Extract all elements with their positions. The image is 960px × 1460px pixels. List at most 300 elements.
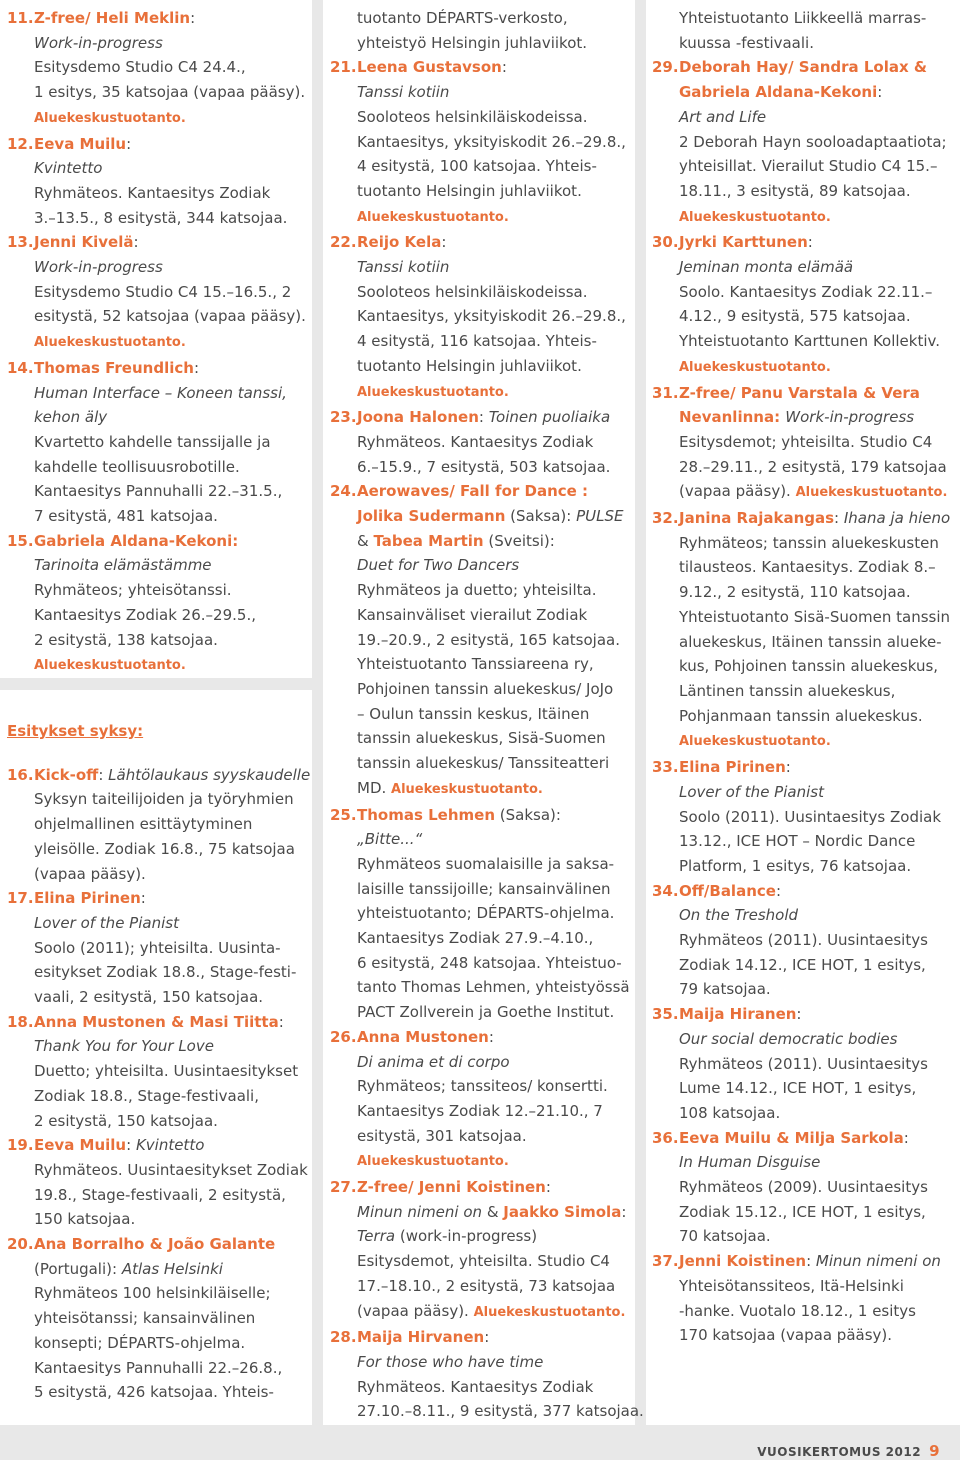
event-entry (652, 1126, 957, 1250)
text-line (34, 181, 312, 206)
text-line (34, 405, 312, 430)
detail-text: : (785, 758, 791, 777)
detail-text: Zodiak 15.12., ICE HOT, 1 esitys, (679, 1202, 926, 1221)
text-line (679, 80, 957, 105)
production-badge: Aluekeskustuotanto. (34, 110, 186, 126)
text-line (679, 879, 957, 904)
text-line (357, 852, 635, 877)
performer-name: Maija Hiranen (679, 1005, 797, 1024)
detail-text: 4 esitystä, 116 katsojaa. Yhteis- (357, 332, 597, 351)
event-entry (7, 1232, 312, 1405)
work-title: Lover of the Pianist (34, 913, 179, 932)
performer-name: Thomas Freundlich (34, 358, 194, 377)
text-line (34, 763, 312, 788)
event-entry (652, 506, 957, 755)
text-line (679, 1249, 957, 1274)
text-line (357, 1200, 635, 1225)
text-line (34, 862, 312, 887)
text-line (357, 55, 635, 80)
detail-text: : (834, 509, 844, 528)
detail-text: Platform, 1 esitys, 76 katsojaa. (679, 856, 912, 875)
text-line (357, 105, 635, 130)
text-line (679, 1027, 957, 1052)
entry-number: 36. (652, 1128, 679, 1147)
text-line (679, 679, 957, 704)
detail-text: Ryhmäteos; yhteisötanssi. (34, 581, 232, 600)
text-line (679, 654, 957, 679)
performer-name: Thomas Lehmen (357, 805, 496, 824)
text-line (357, 379, 635, 406)
work-title: For those who have time (357, 1352, 544, 1371)
performer-name: Eeva Muilu (34, 1136, 127, 1155)
performer-name: Gabriela Aldana-Kekoni (679, 83, 878, 102)
text-line (679, 479, 957, 506)
column-3 (652, 6, 957, 1348)
entry-number: 22. (330, 233, 357, 252)
entry-number: 19. (7, 1136, 34, 1155)
detail-text: Kantaesitys Zodiak 27.9.–4.10., (357, 929, 594, 948)
text-line (34, 479, 312, 504)
text-line (34, 1010, 312, 1035)
event-entry (7, 529, 312, 679)
text-line (679, 204, 957, 231)
text-line (679, 1076, 957, 1101)
detail-text: Sooloteos helsinkiläiskodeissa. (357, 107, 588, 126)
event-entry (330, 1025, 635, 1175)
page-number: 9 (929, 1442, 940, 1460)
detail-text: tuotanto Helsingin juhlaviikot. (357, 181, 582, 200)
event-entry (330, 1325, 644, 1424)
text-line (357, 154, 635, 179)
text-line (357, 204, 635, 231)
entry-number: 24. (330, 482, 357, 501)
text-line (357, 1124, 635, 1149)
text-line (357, 329, 635, 354)
entry-number: 30. (652, 233, 679, 252)
detail-text: (vapaa pääsy). (34, 864, 146, 883)
text-line (357, 1249, 635, 1274)
detail-text: 70 katsojaa. (679, 1227, 771, 1246)
text-line (357, 255, 635, 280)
text-line (357, 1375, 635, 1400)
text-line (679, 105, 957, 130)
text-line (679, 329, 957, 354)
text-line (679, 854, 957, 879)
detail-text: Sooloteos helsinkiläiskodeissa. (357, 282, 588, 301)
detail-text: : (806, 1252, 816, 1271)
text-line (357, 726, 635, 751)
event-entry (7, 6, 312, 132)
text-line (34, 529, 312, 554)
performer-name: Jenni Koistinen (679, 1252, 807, 1271)
entry-continuation (330, 6, 635, 55)
text-line (679, 605, 957, 630)
detail-text: Ryhmäteos ja duetto; yhteisilta. (357, 581, 597, 600)
detail-text: : (501, 58, 507, 77)
performer-name: Jenni Kivelä (34, 233, 134, 252)
event-entry (330, 55, 635, 230)
work-title: kehon äly (34, 408, 108, 427)
entry-number: 34. (652, 881, 679, 900)
performer-name: Reijo Kela (357, 233, 442, 252)
detail-text: (Saksa): (495, 805, 561, 824)
text-line (679, 1200, 957, 1225)
detail-text: : (126, 1136, 136, 1155)
performer-name: Jaakko Simola (503, 1202, 622, 1221)
detail-text: tuotanto DÉPARTS-verkosto, (357, 9, 568, 27)
production-badge: Aluekeskustuotanto. (357, 209, 509, 225)
text-line (357, 6, 635, 31)
detail-text: Soolo (2011). Uusintaesitys Zodiak (679, 807, 942, 826)
text-line (357, 827, 635, 852)
text-line (34, 1356, 312, 1381)
detail-text: Ryhmäteos suomalaisille ja saksa- (357, 854, 615, 873)
text-line (34, 206, 312, 231)
text-line (679, 154, 957, 179)
detail-text: Kansainväliset vierailut Zodiak (357, 605, 588, 624)
event-entry (652, 55, 957, 230)
text-line (357, 603, 635, 628)
text-line (357, 553, 635, 578)
text-line (679, 405, 957, 430)
detail-text: Lume 14.12., ICE HOT, 1 esitys, (679, 1079, 917, 1098)
detail-text: & (482, 1202, 504, 1221)
performer-name: Maija Hirvanen (357, 1328, 485, 1347)
detail-text: : (621, 1202, 627, 1221)
detail-text: 27.10.–8.11., 9 esitystä, 377 katsojaa. (357, 1402, 644, 1421)
detail-text: Duetto; yhteisilta. Uusintaesitykset (34, 1062, 299, 1081)
text-line (679, 755, 957, 780)
entry-number: 35. (652, 1005, 679, 1024)
detail-text: tanto Thomas Lehmen, yhteistyössä (357, 978, 630, 997)
text-line (679, 230, 957, 255)
detail-text: : (807, 233, 813, 252)
text-line (679, 928, 957, 953)
detail-text: (Saksa): (505, 507, 577, 526)
entry-number: 25. (330, 805, 357, 824)
text-line (34, 381, 312, 406)
detail-text: kus, Pohjoinen tanssin aluekeskus, (679, 657, 939, 676)
text-line (357, 31, 635, 56)
detail-text: yleisölle. Zodiak 16.8., 75 katsojaa (34, 839, 295, 858)
text-line (34, 628, 312, 653)
performer-name: Z-free/ Jenni Koistinen (357, 1178, 546, 1197)
text-line (357, 1099, 635, 1124)
work-title: Art and Life (679, 107, 767, 126)
event-entry (652, 230, 957, 380)
text-line (34, 329, 312, 356)
text-line (679, 1274, 957, 1299)
production-badge: Aluekeskustuotanto. (34, 658, 186, 674)
work-title: Terra (357, 1227, 396, 1246)
work-title: On the Treshold (679, 906, 799, 925)
entry-number: 31. (652, 383, 679, 402)
text-line (357, 1224, 635, 1249)
text-line (357, 578, 635, 603)
work-title: Work-in-progress (34, 33, 163, 52)
detail-text: Läntinen tanssin aluekeskus, (679, 681, 896, 700)
text-line (34, 6, 312, 31)
detail-text: Zodiak 18.8., Stage-festivaali, (34, 1086, 259, 1105)
detail-text: 2 esitystä, 150 katsojaa. (34, 1111, 218, 1130)
detail-text: 2 esitystä, 138 katsojaa. (34, 630, 218, 649)
work-title: Jeminan monta elämää (679, 258, 854, 277)
detail-text: (Portugali): (34, 1259, 122, 1278)
detail-text: Ryhmäteos (2009). Uusintaesitys (679, 1178, 928, 1197)
event-entry (7, 1010, 312, 1134)
text-line (357, 1025, 635, 1050)
entry-number: 26. (330, 1027, 357, 1046)
detail-text: Kantaesitys Zodiak 26.–29.5., (34, 605, 256, 624)
detail-text: yhteistyö Helsingin juhlaviikot. (357, 33, 588, 52)
text-line (357, 179, 635, 204)
event-entry (330, 230, 635, 405)
text-line (357, 776, 635, 803)
text-line (679, 1150, 957, 1175)
detail-text: Esitysdemo Studio C4 24.4., (34, 58, 246, 77)
text-line (357, 803, 635, 828)
detail-text: (vapaa pääsy). (357, 1301, 474, 1320)
detail-text: konsepti; DÉPARTS-ohjelma. (34, 1333, 246, 1352)
text-line (34, 936, 312, 961)
text-line (34, 105, 312, 132)
work-title: Our social democratic bodies (679, 1029, 898, 1048)
detail-text: 17.–18.10., 2 esitystä, 73 katsojaa (357, 1276, 616, 1295)
text-line (679, 953, 957, 978)
detail-text: Ryhmäteos. Uusintaesitykset Zodiak (34, 1160, 308, 1179)
performer-name: Janina Rajakangas (679, 509, 835, 528)
text-line (357, 479, 635, 504)
text-line (357, 130, 635, 155)
performer-name: Nevanlinna: (679, 408, 786, 427)
text-line (357, 1299, 635, 1326)
text-line (679, 255, 957, 280)
text-line (679, 1224, 957, 1249)
text-line (679, 280, 957, 305)
entry-number: 18. (7, 1012, 34, 1031)
text-line (357, 1399, 644, 1424)
text-line (34, 1133, 312, 1158)
performer-name: Jolika Sudermann (357, 507, 506, 526)
detail-text: : (140, 889, 146, 908)
entry-number: 17. (7, 889, 34, 908)
text-line (34, 1331, 312, 1356)
detail-text: Yhteistuotanto Liikkeellä marras- (679, 9, 927, 27)
event-entry (652, 381, 957, 507)
detail-text: & (357, 531, 374, 550)
work-title: Ihana ja hieno (843, 509, 951, 528)
performer-name: Elina Pirinen (679, 758, 786, 777)
performer-name: Eeva Muilu & Milja Sarkola (679, 1128, 904, 1147)
text-line (34, 504, 312, 529)
detail-text: Ryhmäteos; tanssiteos/ konsertti. (357, 1077, 608, 1096)
event-entry (330, 1175, 635, 1325)
text-line (357, 951, 635, 976)
detail-text: yhteisillat. Vierailut Studio C4 15.– (679, 157, 938, 176)
work-title: Kvintetto (34, 159, 103, 178)
text-line (34, 985, 312, 1010)
column-2 (330, 6, 644, 1424)
text-line (679, 130, 957, 155)
detail-text: : (133, 233, 139, 252)
work-title: Minun nimeni on (815, 1252, 941, 1271)
detail-text: kuussa -festivaali. (679, 33, 814, 52)
work-title: PULSE (576, 507, 624, 526)
text-line (357, 1274, 635, 1299)
text-line (34, 1380, 312, 1405)
detail-text: (Sveitsi): (483, 531, 555, 550)
text-line (679, 829, 957, 854)
detail-text: : (441, 233, 447, 252)
text-line (357, 304, 635, 329)
text-line (679, 1299, 957, 1324)
entry-number: 13. (7, 233, 34, 252)
detail-text: 7 esitystä, 481 katsojaa. (34, 507, 218, 526)
detail-text: Syksyn taiteilijoiden ja työryhmien (34, 790, 294, 809)
text-line (34, 1059, 312, 1084)
text-line (357, 1350, 635, 1375)
event-entry (7, 132, 312, 231)
text-line (34, 1109, 312, 1134)
event-entry (330, 405, 635, 479)
detail-text: Kantaesitys Pannuhalli 22.–26.8., (34, 1358, 283, 1377)
text-line (357, 1074, 635, 1099)
detail-text: 79 katsojaa. (679, 980, 771, 999)
event-entry (652, 1002, 957, 1126)
text-line (34, 1257, 312, 1282)
work-title: Atlas Helsinki (121, 1259, 223, 1278)
detail-text: ohjelmallinen esittäytyminen (34, 815, 253, 834)
detail-text: esitystä, 52 katsojaa (vapaa pääsy). (34, 307, 306, 326)
text-line (357, 1175, 635, 1200)
text-line (357, 677, 635, 702)
detail-text: tuotanto Helsingin juhlaviikot. (357, 356, 582, 375)
text-line (357, 751, 635, 776)
text-line (679, 506, 957, 531)
text-line (34, 1207, 312, 1232)
detail-text: Yhteisötanssiteos, Itä-Helsinki (679, 1276, 904, 1295)
work-title: Kvintetto (135, 1136, 205, 1155)
production-badge: Aluekeskustuotanto. (391, 781, 543, 797)
detail-text: esitykset Zodiak 18.8., Stage-festi- (34, 963, 297, 982)
detail-text: : (193, 358, 199, 377)
detail-text: 18.11., 3 esitystä, 89 katsojaa. (679, 181, 911, 200)
production-badge: Aluekeskustuotanto. (679, 209, 831, 225)
text-line (34, 1281, 312, 1306)
detail-text: 4.12., 9 esitystä, 575 katsojaa. (679, 307, 911, 326)
work-title: Tanssi kotiin (357, 83, 450, 102)
text-line (679, 6, 957, 31)
detail-text: 6.–15.9., 7 esitystä, 503 katsojaa. (357, 457, 611, 476)
text-line (34, 1084, 312, 1109)
text-line (357, 1050, 635, 1075)
text-line (679, 555, 957, 580)
entry-number: 14. (7, 358, 34, 377)
text-line (34, 911, 312, 936)
text-line (357, 1148, 635, 1175)
detail-text: Kvartetto kahdelle tanssijalle ja (34, 432, 271, 451)
detail-text: (work-in-progress) (395, 1227, 538, 1246)
detail-text: Soolo. Kantaesitys Zodiak 22.11.– (679, 282, 933, 301)
entry-number: 23. (330, 408, 357, 427)
text-line (357, 354, 635, 379)
entry-number: 29. (652, 58, 679, 77)
text-line (34, 156, 312, 181)
detail-text: Zodiak 14.12., ICE HOT, 1 esitys, (679, 955, 926, 974)
detail-text: (vapaa pääsy). (679, 482, 796, 501)
text-line (357, 405, 635, 430)
detail-text: : (877, 83, 883, 102)
text-line (357, 975, 635, 1000)
entry-number: 27. (330, 1178, 357, 1197)
detail-text: : (98, 765, 109, 784)
event-entry (7, 230, 312, 356)
text-line (679, 580, 957, 605)
text-line (34, 80, 312, 105)
detail-text: yhteisötanssi; kansainvälinen (34, 1309, 256, 1328)
detail-text: 150 katsojaa. (34, 1210, 136, 1229)
text-line (357, 504, 635, 529)
detail-text: laisille tanssijoille; kansainvälinen (357, 879, 611, 898)
text-line (679, 1126, 957, 1151)
text-line (679, 704, 957, 729)
detail-text: 2 Deborah Hayn sooloadaptaatiota; (679, 132, 947, 151)
text-line (679, 1323, 957, 1348)
detail-text: vaali, 2 esitystä, 150 katsojaa. (34, 988, 264, 1007)
detail-text: 5 esitystä, 426 katsojaa. Yhteis- (34, 1383, 274, 1402)
entry-number: 37. (652, 1252, 679, 1271)
work-title: Minun nimeni on (357, 1202, 483, 1221)
entry-continuation (652, 6, 957, 55)
detail-text: Kantaesitys Zodiak 12.–21.10., 7 (357, 1101, 603, 1120)
entry-number: 32. (652, 509, 679, 528)
performer-name: Ana Borralho & João Galante (34, 1235, 276, 1254)
detail-text: : (126, 134, 132, 153)
text-line (679, 381, 957, 406)
text-line (679, 728, 957, 755)
text-line (357, 926, 635, 951)
detail-text: tanssin aluekeskus/ Tanssiteatteri (357, 754, 610, 773)
text-line (34, 960, 312, 985)
text-line (34, 31, 312, 56)
production-badge: Aluekeskustuotanto. (357, 1154, 509, 1170)
work-title: Work-in-progress (785, 408, 915, 427)
production-badge: Aluekeskustuotanto. (795, 485, 948, 501)
production-badge: Aluekeskustuotanto. (679, 359, 831, 375)
performer-name: Eeva Muilu (34, 134, 127, 153)
event-entry (7, 763, 312, 887)
work-title: In Human Disguise (679, 1153, 821, 1172)
detail-text: 19.8., Stage-festivaali, 2 esitystä, (34, 1185, 286, 1204)
detail-text: tanssin aluekeskus, Sisä-Suomen (357, 729, 606, 748)
detail-text: Esitysdemot; yhteisilta. Studio C4 (679, 432, 933, 451)
text-line (679, 1101, 957, 1126)
performer-name: Tabea Martin (373, 531, 484, 550)
text-line (34, 1232, 312, 1257)
text-line (34, 886, 312, 911)
detail-text: : (484, 1328, 490, 1347)
text-line (34, 603, 312, 628)
entry-number: 16. (7, 765, 34, 784)
text-line (34, 1158, 312, 1183)
text-line (679, 179, 957, 204)
text-line (679, 430, 957, 455)
detail-text: – Oulun tanssin keskus, Itäinen (357, 704, 590, 723)
detail-text: 19.–20.9., 2 esitystä, 165 katsojaa. (357, 630, 620, 649)
text-line (679, 780, 957, 805)
detail-text: aluekeskus, Itäinen tanssin alueke- (679, 632, 942, 651)
text-line (34, 578, 312, 603)
